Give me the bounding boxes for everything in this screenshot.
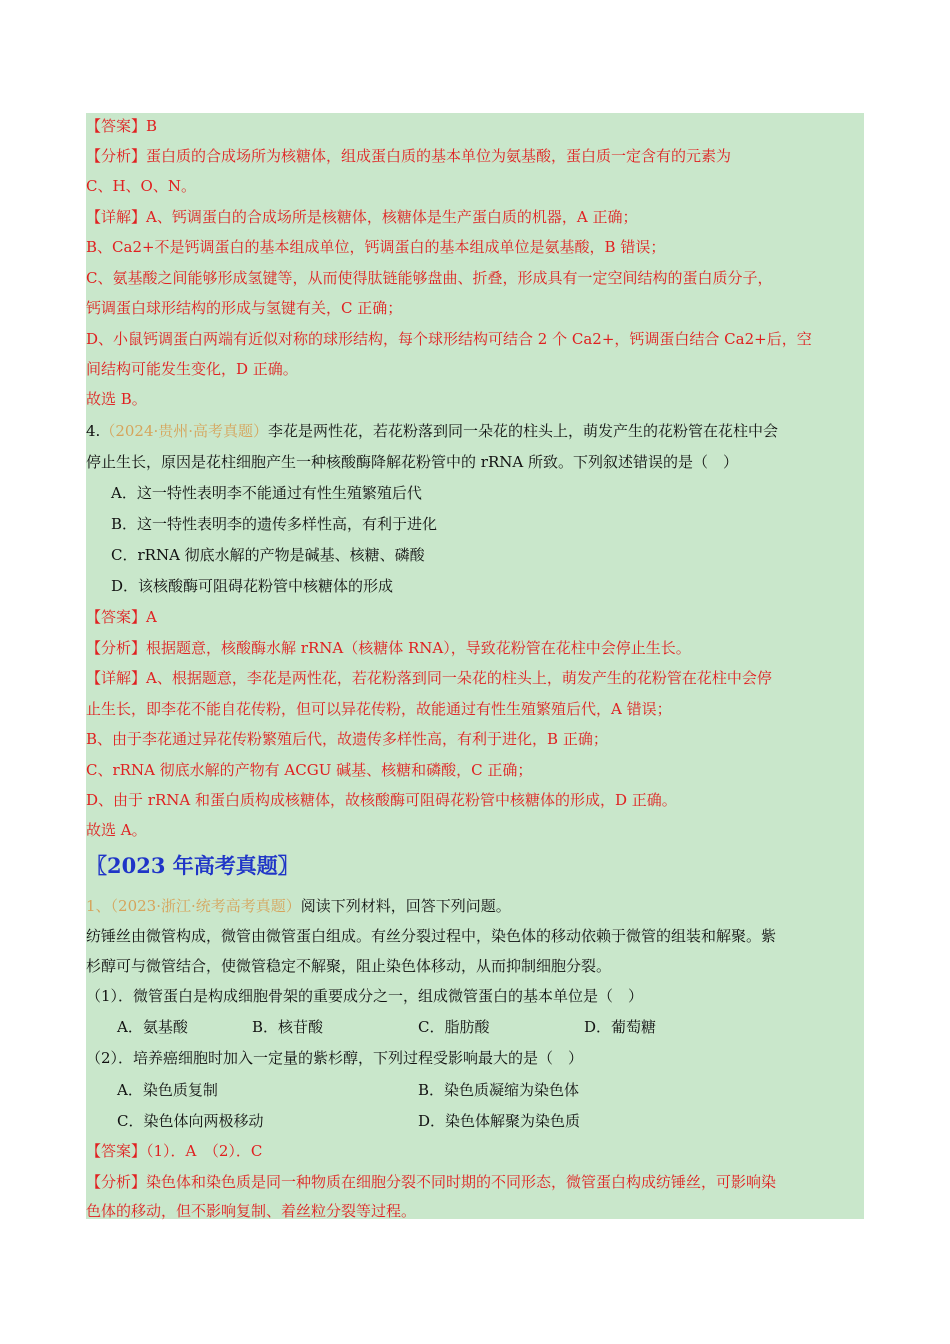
detail-text-c-cont: 钙调蛋白球形结构的形成与氢键有关，C 正确； <box>86 299 403 317</box>
answer-line <box>86 607 157 627</box>
option-c: C．rRNA 彻底水解的产物是碱基、核糖、磷酸 <box>111 546 425 564</box>
sub-question-1: （1）．微管蛋白是构成细胞骨架的重要成分之一，组成微管蛋白的基本单位是（ ） <box>86 987 644 1005</box>
conclusion: 故选 A。 <box>86 821 147 839</box>
question-number: 1、 <box>86 897 111 915</box>
option-b: B．染色质凝缩为染色体 <box>418 1081 580 1099</box>
option-c: C．脂肪酸 <box>418 1018 490 1036</box>
detail-tag: 【详解】 <box>86 669 147 687</box>
answer-line <box>86 1141 262 1161</box>
answer-line <box>86 116 157 136</box>
option-d: D．染色体解聚为染色质 <box>418 1112 581 1130</box>
detail-text-b: B、Ca2+不是钙调蛋白的基本组成单位，钙调蛋白的基本组成单位是氨基酸，B 错误； <box>86 238 666 256</box>
answer-value: B <box>146 117 158 135</box>
detail-line <box>86 668 772 688</box>
material-text: 纺锤丝由微管构成，微管由微管蛋白组成。有丝分裂过程中，染色体的移动依赖于微管的组装和解聚。紫 <box>86 927 777 945</box>
analysis-text: 蛋白质的合成场所为核糖体，组成蛋白质的基本单位为氨基酸，蛋白质一定含有的元素为 <box>146 147 732 165</box>
analysis-text: 染色体和染色质是同一种物质在细胞分裂不同时期的不同形态，微管蛋白构成纺锤丝，可影响染 <box>146 1173 777 1191</box>
material-text-cont: 杉醇可与微管结合，使微管稳定不解聚，阻止染色体移动，从而抑制细胞分裂。 <box>86 957 612 975</box>
answer-tag: 【答案】 <box>86 1142 147 1160</box>
analysis-tag: 【分析】 <box>86 1173 147 1191</box>
sub-question-2: （2）．培养癌细胞时加入一定量的紫杉醇，下列过程受影响最大的是（ ） <box>86 1049 584 1067</box>
detail-text-d-cont: 间结构可能发生变化，D 正确。 <box>86 360 298 378</box>
answer-value: （1）．A （2）．C <box>146 1142 263 1160</box>
detail-text-cont: 止生长，即李花不能自花传粉，但可以异花传粉，故能通过有性生殖繁殖后代，A 错误； <box>86 700 672 718</box>
question-source: （2023·浙江·统考高考真题） <box>110 897 301 915</box>
question-number: 4. <box>86 422 101 440</box>
analysis-tag: 【分析】 <box>86 639 147 657</box>
detail-text: A、钙调蛋白的合成场所是核糖体，核糖体是生产蛋白质的机器，A 正确； <box>146 208 638 226</box>
option-d: D．该核酸酶可阻碍花粉管中核糖体的形成 <box>111 577 394 595</box>
question-stem-text: 李花是两性花，若花粉落到同一朵花的柱头上，萌发产生的花粉管在花柱中会 <box>268 422 779 440</box>
answer-tag: 【答案】 <box>86 608 147 626</box>
answer-value: A <box>146 608 157 626</box>
answer-tag: 【答案】 <box>86 117 147 135</box>
section-title: 〖2023 年高考真题〗 <box>86 853 299 878</box>
analysis-line <box>86 638 691 658</box>
option-a: A．氨基酸 <box>117 1018 188 1036</box>
detail-text-d: D、由于 rRNA 和蛋白质构成核糖体，故核酸酶可阻碍花粉管中核糖体的形成，D 正确。 <box>86 791 677 809</box>
analysis-tag: 【分析】 <box>86 147 147 165</box>
option-a: A．染色质复制 <box>117 1081 218 1099</box>
question-stem-text: 阅读下列材料，回答下列问题。 <box>300 897 511 915</box>
question-source: （2024·贵州·高考真题） <box>100 422 269 440</box>
detail-tag: 【详解】 <box>86 208 147 226</box>
detail-line <box>86 207 637 227</box>
analysis-text-cont: C、H、O、N。 <box>86 177 196 195</box>
analysis-text: 根据题意，核酸酶水解 rRNA（核糖体 RNA），导致花粉管在花柱中会停止生长。 <box>146 639 691 657</box>
question-4-stem <box>86 421 778 441</box>
conclusion: 故选 B。 <box>86 390 147 408</box>
option-d: D．葡萄糖 <box>584 1018 657 1036</box>
option-a: A．这一特性表明李不能通过有性生殖繁殖后代 <box>111 484 422 502</box>
question-1-stem <box>86 896 511 916</box>
analysis-text-cont: 色体的移动，但不影响复制、着丝粒分裂等过程。 <box>86 1202 417 1220</box>
detail-text: A、根据题意，李花是两性花，若花粉落到同一朵花的柱头上，萌发产生的花粉管在花柱中会停 <box>146 669 772 687</box>
detail-text-b: B、由于李花通过异花传粉繁殖后代，故遗传多样性高，有利于进化，B 正确； <box>86 730 608 748</box>
detail-text-c: C、rRNA 彻底水解的产物有 ACGU 碱基、核糖和磷酸，C 正确； <box>86 761 533 779</box>
detail-text-c: C、氨基酸之间能够形成氢键等，从而使得肽链能够盘曲、折叠，形成具有一定空间结构的蛋白质分子， <box>86 269 773 287</box>
detail-text-d: D、小鼠钙调蛋白两端有近似对称的球形结构，每个球形结构可结合 2 个 Ca2+，钙调蛋白结合 Ca2+后，空 <box>86 330 812 348</box>
analysis-line <box>86 1172 776 1192</box>
question-4-stem-cont: 停止生长，原因是花柱细胞产生一种核酸酶降解花粉管中的 rRNA 所致。下列叙述错误的是（ ） <box>86 453 738 471</box>
analysis-line <box>86 146 731 166</box>
option-b: B．这一特性表明李的遗传多样性高，有利于进化 <box>111 515 438 533</box>
option-c: C．染色体向两极移动 <box>117 1112 264 1130</box>
option-b: B．核苷酸 <box>252 1018 324 1036</box>
